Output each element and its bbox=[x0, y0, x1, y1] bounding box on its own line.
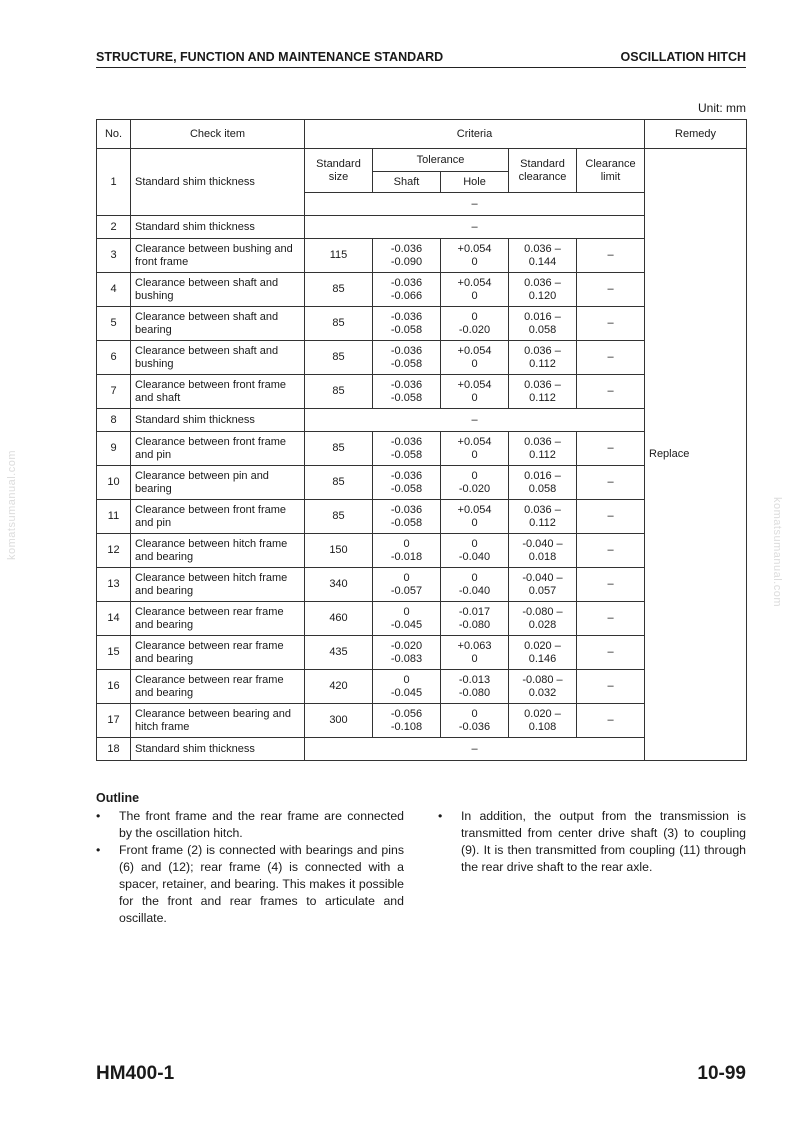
outline-right-column bbox=[438, 808, 746, 876]
row-item: Clearance between shaft and bearing bbox=[131, 307, 305, 341]
row-standard-clearance bbox=[509, 273, 577, 307]
row-shaft-tolerance bbox=[373, 239, 441, 273]
row-clearance-limit: – bbox=[577, 670, 645, 704]
row-shaft-tolerance bbox=[373, 568, 441, 602]
row-shaft-tolerance-line: -0.036 bbox=[390, 344, 423, 357]
row-standard-clearance bbox=[509, 704, 577, 738]
row-no: 13 bbox=[97, 568, 131, 602]
row-item: Clearance between front frame and pin bbox=[131, 432, 305, 466]
row-standard-clearance-line: 0.146 bbox=[528, 652, 557, 665]
row-standard-size: 420 bbox=[305, 670, 373, 704]
row-clearance-limit: – bbox=[577, 375, 645, 409]
row-shaft-tolerance-line: -0.090 bbox=[390, 255, 423, 268]
row-shaft-tolerance bbox=[373, 636, 441, 670]
row-hole-tolerance-line: -0.080 bbox=[458, 686, 491, 699]
row-hole-tolerance bbox=[441, 239, 509, 273]
row-hole-tolerance-line: -0.017 bbox=[458, 605, 491, 618]
row-no: 4 bbox=[97, 273, 131, 307]
row-standard-clearance-line: 0.108 bbox=[528, 720, 557, 733]
row-standard-size: 85 bbox=[305, 273, 373, 307]
row-clearance-limit: – bbox=[577, 432, 645, 466]
row-hole-tolerance-line: +0.054 bbox=[457, 276, 492, 289]
row-hole-tolerance bbox=[441, 307, 509, 341]
row-standard-clearance bbox=[509, 500, 577, 534]
row-shaft-tolerance bbox=[373, 341, 441, 375]
remedy-cell bbox=[645, 149, 747, 761]
row-item: Clearance between bearing and hitch frame bbox=[131, 704, 305, 738]
row-shaft-tolerance-line: -0.045 bbox=[390, 618, 423, 631]
row-hole-tolerance bbox=[441, 466, 509, 500]
row-hole-tolerance-line: 0 bbox=[471, 255, 478, 268]
row-shaft-tolerance bbox=[373, 670, 441, 704]
row-hole-tolerance bbox=[441, 534, 509, 568]
row-standard-clearance-line: 0.032 bbox=[528, 686, 557, 699]
row-hole-tolerance-line: -0.020 bbox=[458, 323, 491, 336]
row-shaft-tolerance-line: -0.058 bbox=[390, 516, 423, 529]
row-shaft-tolerance-line: -0.066 bbox=[390, 289, 423, 302]
row-shaft-tolerance-line: -0.108 bbox=[390, 720, 423, 733]
row-standard-clearance-line: 0.144 bbox=[528, 255, 557, 268]
row-no: 3 bbox=[97, 239, 131, 273]
outline-title: Outline bbox=[96, 791, 140, 805]
row-standard-size: 85 bbox=[305, 307, 373, 341]
bullet-mark: • bbox=[96, 809, 101, 823]
row-standard-clearance-line: 0.058 bbox=[528, 323, 557, 336]
row-hole-tolerance bbox=[441, 375, 509, 409]
row-hole-tolerance-line: -0.040 bbox=[458, 550, 491, 563]
row-item: Clearance between rear frame and bearing bbox=[131, 636, 305, 670]
row-item: Clearance between shaft and bushing bbox=[131, 273, 305, 307]
row-standard-clearance-line: 0.016 – bbox=[524, 469, 561, 482]
row-standard-clearance bbox=[509, 602, 577, 636]
row-standard-clearance-line: 0.020 – bbox=[524, 639, 561, 652]
bullet-mark: • bbox=[438, 809, 443, 823]
row-hole-tolerance bbox=[441, 670, 509, 704]
row-hole-tolerance-line: -0.036 bbox=[458, 720, 491, 733]
row-shaft-tolerance bbox=[373, 307, 441, 341]
row-standard-clearance-line: 0.057 bbox=[528, 584, 557, 597]
unit-label: Unit: mm bbox=[698, 101, 746, 115]
row-shaft-tolerance bbox=[373, 273, 441, 307]
row-shaft-tolerance bbox=[373, 432, 441, 466]
row-hole-tolerance bbox=[441, 704, 509, 738]
row-standard-size: 150 bbox=[305, 534, 373, 568]
row-standard-clearance bbox=[509, 341, 577, 375]
row-item: Standard shim thickness bbox=[131, 216, 305, 239]
row-clearance-limit: – bbox=[577, 602, 645, 636]
row-shaft-tolerance-line: -0.020 bbox=[390, 639, 423, 652]
outline-bullet bbox=[438, 808, 746, 876]
row-standard-clearance-line: -0.080 – bbox=[522, 673, 563, 686]
header-standard-clearance: Standard clearance bbox=[509, 149, 577, 193]
row-item: Standard shim thickness bbox=[131, 149, 305, 216]
row-no: 17 bbox=[97, 704, 131, 738]
table-row bbox=[97, 149, 747, 172]
row-standard-size: 300 bbox=[305, 704, 373, 738]
row-item: Clearance between rear frame and bearing bbox=[131, 670, 305, 704]
row-standard-size: 85 bbox=[305, 341, 373, 375]
row-hole-tolerance-line: +0.054 bbox=[457, 344, 492, 357]
row-dash: – bbox=[305, 409, 645, 432]
row-shaft-tolerance-line: -0.036 bbox=[390, 242, 423, 255]
row-item: Clearance between front frame and pin bbox=[131, 500, 305, 534]
row-clearance-limit: – bbox=[577, 500, 645, 534]
remedy-replace: Replace bbox=[649, 448, 690, 460]
row-item: Standard shim thickness bbox=[131, 409, 305, 432]
row-clearance-limit: – bbox=[577, 466, 645, 500]
row-shaft-tolerance-line: 0 bbox=[403, 537, 410, 550]
row-no: 6 bbox=[97, 341, 131, 375]
section-title: STRUCTURE, FUNCTION AND MAINTENANCE STANDARD bbox=[96, 50, 444, 64]
row-standard-clearance-line: -0.040 – bbox=[522, 537, 563, 550]
row-hole-tolerance bbox=[441, 341, 509, 375]
row-standard-size: 435 bbox=[305, 636, 373, 670]
row-clearance-limit: – bbox=[577, 307, 645, 341]
row-clearance-limit: – bbox=[577, 704, 645, 738]
row-shaft-tolerance bbox=[373, 534, 441, 568]
outline-left-column bbox=[96, 808, 404, 927]
row-standard-clearance-line: 0.028 bbox=[528, 618, 557, 631]
row-clearance-limit: – bbox=[577, 636, 645, 670]
watermark-left: komatsumanual.com bbox=[6, 450, 18, 560]
row-no: 11 bbox=[97, 500, 131, 534]
row-shaft-tolerance-line: -0.083 bbox=[390, 652, 423, 665]
row-no: 7 bbox=[97, 375, 131, 409]
watermark-right: komatsumanual.com bbox=[771, 497, 783, 607]
row-no: 16 bbox=[97, 670, 131, 704]
bullet-mark: • bbox=[96, 843, 101, 857]
row-no: 2 bbox=[97, 216, 131, 239]
row-shaft-tolerance-line: -0.058 bbox=[390, 482, 423, 495]
row-item: Standard shim thickness bbox=[131, 738, 305, 761]
header-rule bbox=[96, 67, 746, 68]
row-shaft-tolerance-line: 0 bbox=[403, 605, 410, 618]
row-hole-tolerance-line: 0 bbox=[471, 391, 478, 404]
row-shaft-tolerance-line: 0 bbox=[403, 673, 410, 686]
footer-model: HM400-1 bbox=[96, 1063, 175, 1084]
row-standard-clearance-line: -0.040 – bbox=[522, 571, 563, 584]
row-standard-clearance-line: 0.036 – bbox=[524, 378, 561, 391]
row-hole-tolerance-line: 0 bbox=[471, 289, 478, 302]
row-standard-clearance-line: 0.036 – bbox=[524, 242, 561, 255]
row-shaft-tolerance-line: -0.036 bbox=[390, 469, 423, 482]
header-no: No. bbox=[97, 120, 131, 149]
row-hole-tolerance-line: +0.054 bbox=[457, 378, 492, 391]
row-standard-size: 85 bbox=[305, 375, 373, 409]
row-shaft-tolerance-line: -0.036 bbox=[390, 503, 423, 516]
row-standard-size: 460 bbox=[305, 602, 373, 636]
row-item: Clearance between bushing and front frame bbox=[131, 239, 305, 273]
row-item: Clearance between front frame and shaft bbox=[131, 375, 305, 409]
row-hole-tolerance bbox=[441, 273, 509, 307]
row-shaft-tolerance-line: -0.058 bbox=[390, 357, 423, 370]
row-standard-size: 340 bbox=[305, 568, 373, 602]
row-no: 12 bbox=[97, 534, 131, 568]
row-standard-clearance-line: 0.020 – bbox=[524, 707, 561, 720]
row-standard-clearance bbox=[509, 670, 577, 704]
row-item: Clearance between rear frame and bearing bbox=[131, 602, 305, 636]
row-hole-tolerance-line: 0 bbox=[471, 571, 478, 584]
row-standard-clearance-line: 0.058 bbox=[528, 482, 557, 495]
row-shaft-tolerance-line: 0 bbox=[403, 571, 410, 584]
row-hole-tolerance-line: +0.054 bbox=[457, 503, 492, 516]
row-hole-tolerance-line: +0.063 bbox=[457, 639, 492, 652]
row-clearance-limit: – bbox=[577, 239, 645, 273]
row-hole-tolerance-line: 0 bbox=[471, 469, 478, 482]
row-hole-tolerance-line: -0.013 bbox=[458, 673, 491, 686]
row-hole-tolerance-line: 0 bbox=[471, 516, 478, 529]
row-shaft-tolerance-line: -0.058 bbox=[390, 448, 423, 461]
row-dash: – bbox=[305, 216, 645, 239]
row-standard-clearance-line: 0.036 – bbox=[524, 435, 561, 448]
row-standard-size: 115 bbox=[305, 239, 373, 273]
row-hole-tolerance-line: 0 bbox=[471, 448, 478, 461]
row-clearance-limit: – bbox=[577, 273, 645, 307]
row-shaft-tolerance bbox=[373, 500, 441, 534]
row-standard-clearance bbox=[509, 466, 577, 500]
table-header-row bbox=[97, 120, 747, 149]
row-no: 18 bbox=[97, 738, 131, 761]
outline-bullet bbox=[96, 842, 404, 927]
row-standard-size: 85 bbox=[305, 466, 373, 500]
row-no: 14 bbox=[97, 602, 131, 636]
row-standard-clearance bbox=[509, 307, 577, 341]
row-standard-clearance bbox=[509, 432, 577, 466]
row-no: 15 bbox=[97, 636, 131, 670]
row-item: Clearance between hitch frame and bearing bbox=[131, 568, 305, 602]
row-standard-clearance-line: 0.018 bbox=[528, 550, 557, 563]
row-standard-clearance-line: 0.112 bbox=[529, 516, 556, 529]
row-hole-tolerance-line: 0 bbox=[471, 310, 478, 323]
page-header bbox=[96, 50, 746, 66]
row-shaft-tolerance-line: -0.058 bbox=[390, 323, 423, 336]
footer-page-number: 10-99 bbox=[697, 1063, 746, 1084]
row-item: Clearance between hitch frame and bearing bbox=[131, 534, 305, 568]
row-hole-tolerance-line: -0.080 bbox=[458, 618, 491, 631]
row-hole-tolerance-line: 0 bbox=[471, 652, 478, 665]
row-standard-clearance-line: 0.036 – bbox=[524, 344, 561, 357]
row-shaft-tolerance-line: -0.058 bbox=[390, 391, 423, 404]
row-hole-tolerance bbox=[441, 636, 509, 670]
row-shaft-tolerance bbox=[373, 602, 441, 636]
row-standard-clearance bbox=[509, 636, 577, 670]
row-clearance-limit: – bbox=[577, 568, 645, 602]
row-shaft-tolerance-line: -0.036 bbox=[390, 378, 423, 391]
row-shaft-tolerance-line: -0.036 bbox=[390, 276, 423, 289]
header-criteria: Criteria bbox=[305, 120, 645, 149]
maintenance-standard-table bbox=[96, 119, 747, 761]
header-tolerance: Tolerance bbox=[373, 149, 509, 172]
row-shaft-tolerance-line: -0.018 bbox=[390, 550, 423, 563]
outline-bullet bbox=[96, 808, 404, 842]
row-dash: – bbox=[305, 738, 645, 761]
row-hole-tolerance-line: +0.054 bbox=[457, 435, 492, 448]
row-no: 10 bbox=[97, 466, 131, 500]
row-no: 8 bbox=[97, 409, 131, 432]
row-standard-clearance-line: 0.112 bbox=[529, 448, 556, 461]
row-standard-clearance-line: 0.112 bbox=[529, 357, 556, 370]
row-shaft-tolerance-line: -0.057 bbox=[390, 584, 423, 597]
row-clearance-limit: – bbox=[577, 341, 645, 375]
row-standard-clearance-line: 0.016 – bbox=[524, 310, 561, 323]
header-standard-size: Standard size bbox=[305, 149, 373, 193]
row-hole-tolerance bbox=[441, 432, 509, 466]
row-item: Clearance between shaft and bushing bbox=[131, 341, 305, 375]
row-standard-size: 85 bbox=[305, 432, 373, 466]
row-shaft-tolerance-line: -0.036 bbox=[390, 310, 423, 323]
row-clearance-limit: – bbox=[577, 534, 645, 568]
row-shaft-tolerance-line: -0.036 bbox=[390, 435, 423, 448]
row-no: 9 bbox=[97, 432, 131, 466]
outline-text: Front frame (2) is connected with bearings and pins (6) and (12); rear frame (4) is connected with a spacer, retainer, and bearing. This makes it possible for the front and rear frames to articulate and oscillate. bbox=[119, 843, 404, 925]
row-standard-clearance bbox=[509, 375, 577, 409]
outline-text: In addition, the output from the transmission is transmitted from center drive shaft (3) to coupling (9). It is then transmitted from coupling (11) through the rear drive shaft to the rear axle. bbox=[461, 809, 746, 874]
header-clearance-limit: Clearance limit bbox=[577, 149, 645, 193]
row-hole-tolerance bbox=[441, 500, 509, 534]
header-shaft: Shaft bbox=[373, 172, 441, 193]
row-hole-tolerance-line: 0 bbox=[471, 707, 478, 720]
row-hole-tolerance bbox=[441, 568, 509, 602]
outline-text: The front frame and the rear frame are connected by the oscillation hitch. bbox=[119, 809, 404, 840]
header-hole: Hole bbox=[441, 172, 509, 193]
row-hole-tolerance-line: +0.054 bbox=[457, 242, 492, 255]
row-standard-clearance-line: 0.112 bbox=[529, 391, 556, 404]
row-hole-tolerance-line: -0.020 bbox=[458, 482, 491, 495]
row-item: Clearance between pin and bearing bbox=[131, 466, 305, 500]
row-hole-tolerance-line: -0.040 bbox=[458, 584, 491, 597]
row-standard-clearance-line: 0.120 bbox=[528, 289, 557, 302]
row-hole-tolerance-line: 0 bbox=[471, 357, 478, 370]
row-standard-clearance-line: 0.036 – bbox=[524, 503, 561, 516]
row-no: 1 bbox=[97, 149, 131, 216]
header-check-item: Check item bbox=[131, 120, 305, 149]
row-standard-clearance bbox=[509, 239, 577, 273]
row-no: 5 bbox=[97, 307, 131, 341]
row-shaft-tolerance bbox=[373, 704, 441, 738]
row-standard-size: 85 bbox=[305, 500, 373, 534]
row-standard-clearance bbox=[509, 534, 577, 568]
row-shaft-tolerance bbox=[373, 466, 441, 500]
row-shaft-tolerance-line: -0.045 bbox=[390, 686, 423, 699]
row-standard-clearance bbox=[509, 568, 577, 602]
row-shaft-tolerance-line: -0.056 bbox=[390, 707, 423, 720]
header-remedy: Remedy bbox=[645, 120, 747, 149]
row-standard-clearance-line: -0.080 – bbox=[522, 605, 563, 618]
chapter-title: OSCILLATION HITCH bbox=[620, 50, 746, 64]
row-standard-clearance-line: 0.036 – bbox=[524, 276, 561, 289]
row-hole-tolerance bbox=[441, 602, 509, 636]
row-hole-tolerance-line: 0 bbox=[471, 537, 478, 550]
row-shaft-tolerance bbox=[373, 375, 441, 409]
row-dash: – bbox=[305, 193, 645, 216]
